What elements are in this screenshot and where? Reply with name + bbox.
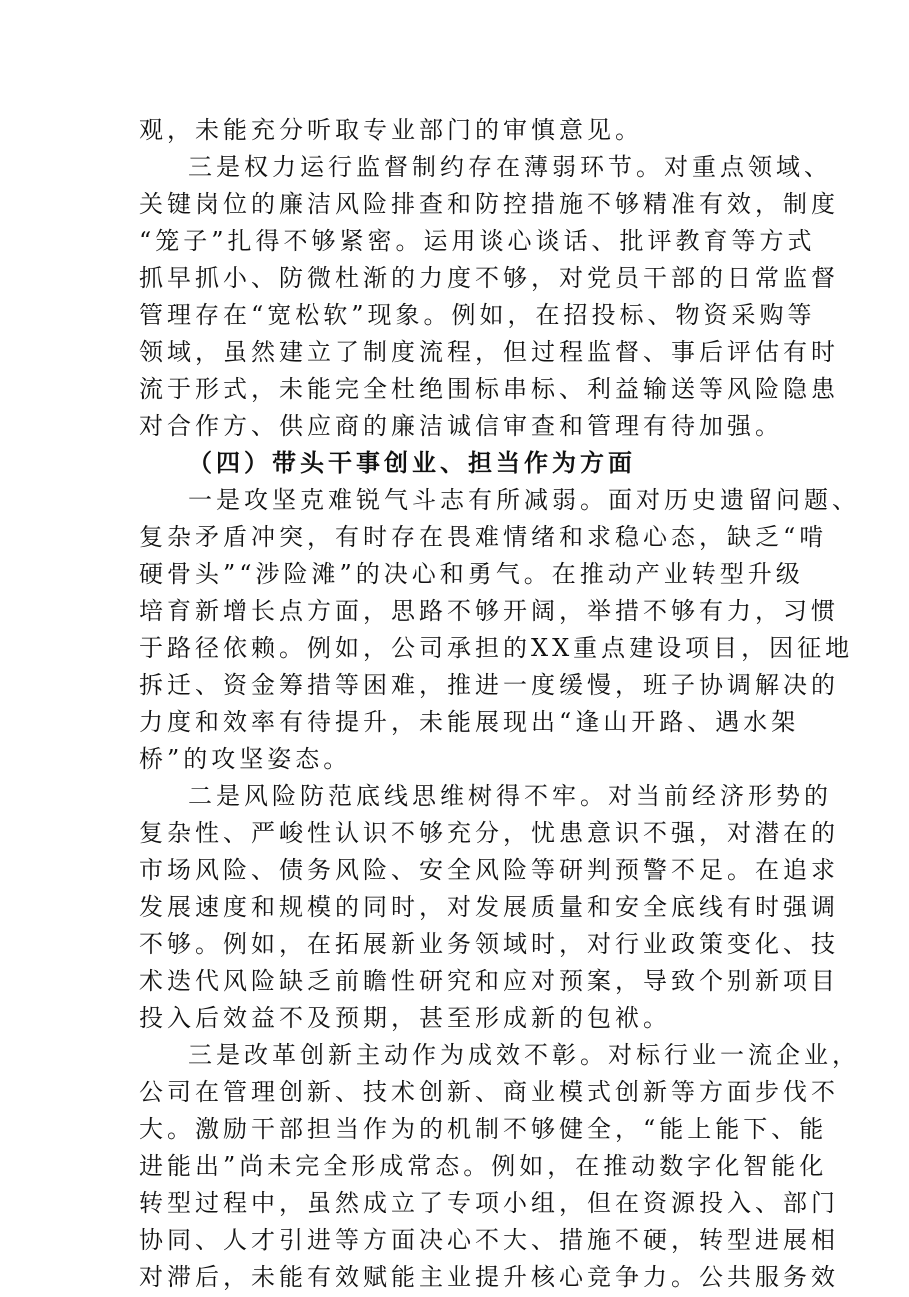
text-line: 管理存在“宽松软”现象。例如，在招投标、物资采购等 [139,301,816,329]
text-line: 不够。例如，在拓展新业务领域时，对行业政策变化、技 [139,930,839,958]
text-line: 桥”的攻坚姿态。 [139,745,352,773]
paragraph-start: 二是风险防范底线思维树得不牢。对当前经济形势的 [188,782,832,810]
section-heading: （四）带头干事创业、担当作为方面 [188,448,636,477]
paragraph-start: 一是攻坚克难锐气斗志有所减弱。面对历史遗留问题、 [188,486,860,514]
text-line: 力度和效率有待提升，未能展现出“逢山开路、遇水架 [139,708,800,736]
text-line: 流于形式，未能完全杜绝围标串标、利益输送等风险隐患 [139,375,839,403]
text-line: 转型过程中，虽然成立了专项小组，但在资源投入、部门 [139,1189,839,1217]
paragraph-start: 三是改革创新主动作为成效不彰。对标行业一流企业， [188,1041,860,1069]
paragraph-start: 三是权力运行监督制约存在薄弱环节。对重点领域、 [188,153,832,181]
text-line: 于路径依赖。例如，公司承担的XX重点建设项目，因征地 [139,634,854,662]
text-line: 大。激励干部担当作为的机制不够健全，“能上能下、能 [139,1115,828,1143]
text-line: 观，未能充分听取专业部门的审慎意见。 [139,116,643,144]
text-line: 对滞后，未能有效赋能主业提升核心竞争力。公共服务效 [139,1263,839,1291]
text-line: 复杂矛盾冲突，有时存在畏难情绪和求稳心态，缺乏“啃 [139,523,828,551]
text-line: 硬骨头”“涉险滩”的决心和勇气。在推动产业转型升级 [139,560,804,588]
text-line: 抓早抓小、防微杜渐的力度不够，对党员干部的日常监督 [139,264,839,292]
text-line: 培育新增长点方面，思路不够开阔，举措不够有力，习惯 [139,597,839,625]
text-line: 市场风险、债务风险、安全风险等研判预警不足。在追求 [139,856,839,884]
text-line: 术迭代风险缺乏前瞻性研究和应对预案，导致个别新项目 [139,967,839,995]
text-line: “笼子”扎得不够紧密。运用谈心谈话、批评教育等方式 [139,227,816,255]
text-line: 领域，虽然建立了制度流程，但过程监督、事后评估有时 [139,338,839,366]
text-line: 拆迁、资金筹措等困难，推进一度缓慢，班子协调解决的 [139,671,839,699]
text-line: 对合作方、供应商的廉洁诚信审查和管理有待加强。 [139,412,783,440]
text-line: 公司在管理创新、技术创新、商业模式创新等方面步伐不 [139,1078,839,1106]
text-line: 关键岗位的廉洁风险排查和防控措施不够精准有效，制度 [139,190,839,218]
text-line: 进能出”尚未完全形成常态。例如，在推动数字化智能化 [139,1152,828,1180]
text-line: 协同、人才引进等方面决心不大、措施不硬，转型进展相 [139,1226,839,1254]
text-line: 发展速度和规模的同时，对发展质量和安全底线有时强调 [139,893,839,921]
text-line: 投入后效益不及预期，甚至形成新的包袱。 [139,1004,671,1032]
text-line: 复杂性、严峻性认识不够充分，忧患意识不强，对潜在的 [139,819,839,847]
